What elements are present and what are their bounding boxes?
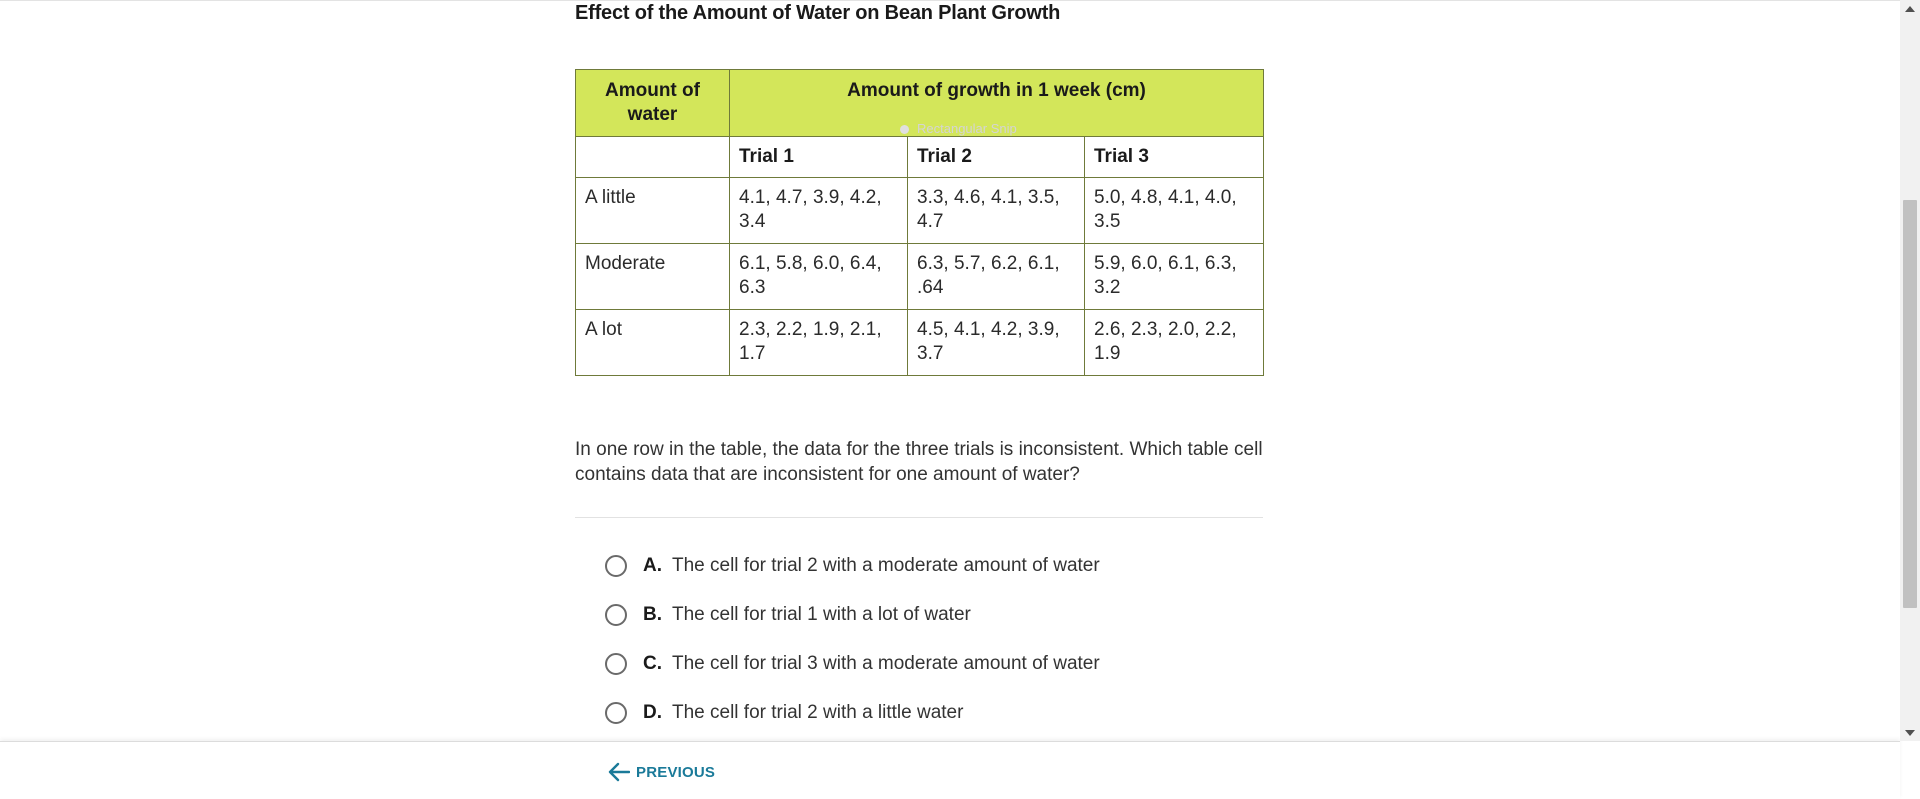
table-cell: 3.3, 4.6, 4.1, 3.5, 4.7	[908, 178, 1085, 244]
previous-label: PREVIOUS	[636, 763, 716, 781]
option-letter: C.	[643, 653, 662, 674]
table-cell: 2.3, 2.2, 1.9, 2.1, 1.7	[730, 310, 908, 376]
top-border	[0, 0, 1900, 1]
scroll-thumb[interactable]	[1903, 200, 1917, 608]
option-text: The cell for trial 1 with a lot of water	[672, 604, 971, 625]
snip-overlay-label: Rectangular Snip	[900, 121, 1017, 136]
option-letter: D.	[643, 702, 662, 723]
question-text: In one row in the table, the data for the three trials is inconsistent. Which table cell contains data that are inconsistent for one amount of water?	[575, 439, 1263, 485]
previous-button[interactable]	[608, 762, 715, 782]
data-table	[575, 69, 1264, 376]
option-c[interactable]	[605, 646, 1100, 682]
divider	[575, 517, 1263, 518]
scroll-up-arrow-icon[interactable]	[1900, 0, 1920, 17]
option-a[interactable]	[605, 548, 1100, 584]
table-row	[576, 178, 1264, 244]
table-cell: 6.1, 5.8, 6.0, 6.4, 6.3	[730, 244, 908, 310]
row-label: A little	[576, 178, 730, 244]
table-cell: 5.9, 6.0, 6.1, 6.3, 3.2	[1085, 244, 1264, 310]
table-cell: 5.0, 4.8, 4.1, 4.0, 3.5	[1085, 178, 1264, 244]
trial-3-header: Trial 3	[1085, 137, 1264, 178]
trial-2-header: Trial 2	[908, 137, 1085, 178]
table-row	[576, 244, 1264, 310]
table-row	[576, 310, 1264, 376]
table-trial-row	[576, 137, 1264, 178]
table-header-row	[576, 70, 1264, 137]
header-amount-of-water: Amount of water	[576, 70, 730, 137]
vertical-scrollbar[interactable]	[1900, 0, 1920, 741]
option-letter: B.	[643, 604, 662, 625]
scroll-down-arrow-icon[interactable]	[1900, 724, 1920, 741]
option-b[interactable]	[605, 597, 1100, 633]
table-cell: 4.1, 4.7, 3.9, 4.2, 3.4	[730, 178, 908, 244]
answer-options	[605, 548, 1100, 744]
table-cell: 6.3, 5.7, 6.2, 6.1, .64	[908, 244, 1085, 310]
header-amount-of-growth: Amount of growth in 1 week (cm)	[730, 70, 1264, 137]
radio-button[interactable]	[605, 604, 627, 626]
option-letter: A.	[643, 555, 662, 576]
radio-button[interactable]	[605, 653, 627, 675]
option-text: The cell for trial 2 with a little water	[672, 702, 964, 723]
option-text: The cell for trial 2 with a moderate amount of water	[672, 555, 1100, 576]
table-cell: 4.5, 4.1, 4.2, 3.9, 3.7	[908, 310, 1085, 376]
trial-1-header: Trial 1	[730, 137, 908, 178]
radio-button[interactable]	[605, 702, 627, 724]
table-cell: 2.6, 2.3, 2.0, 2.2, 1.9	[1085, 310, 1264, 376]
table-title: Effect of the Amount of Water on Bean Plant Growth	[575, 2, 1061, 24]
row-label: A lot	[576, 310, 730, 376]
option-text: The cell for trial 3 with a moderate amount of water	[672, 653, 1100, 674]
radio-button[interactable]	[605, 555, 627, 577]
footer-bar	[0, 741, 1900, 799]
arrow-left-icon	[608, 762, 630, 782]
option-d[interactable]	[605, 695, 1100, 731]
table-cell-empty	[576, 137, 730, 178]
row-label: Moderate	[576, 244, 730, 310]
